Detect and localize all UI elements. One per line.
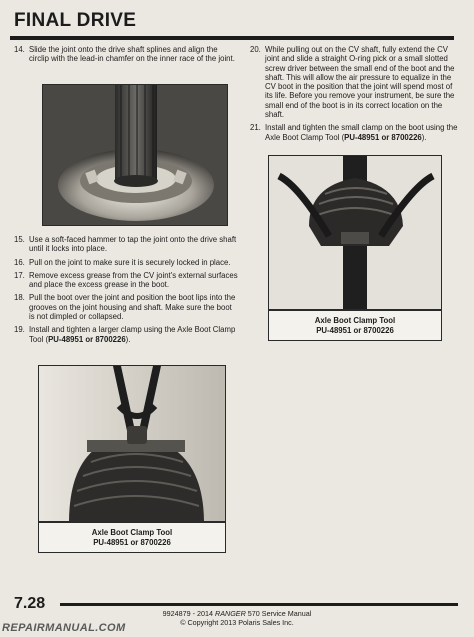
page-number: 7.28 xyxy=(14,595,46,612)
step-text: Pull on the joint to make sure it is securely locked in place. xyxy=(29,257,231,267)
footer-manual-title: 9924879 - 2014 RANGER 570 Service Manual xyxy=(162,609,312,618)
step-19 xyxy=(14,325,238,344)
small-clamp-photo-art xyxy=(269,156,442,310)
step-text: Pull the boot over the joint and position the boot lips into the grooves on the joint housing and shaft. Make sure the boot is not dimpled or collapsed. xyxy=(29,293,236,322)
step-text: Use a soft-faced hammer to tap the joint onto the drive shaft until it locks into place. xyxy=(29,235,237,254)
model-name: RANGER xyxy=(215,609,246,618)
step-text: Install and tighten the small clamp on the boot using the Axle Boot Clamp Tool (PU-48951 or 8700226). xyxy=(265,123,458,142)
step-text: Slide the joint onto the drive shaft splines and align the circlip with the lead-in chamfer on the inner race of the joint. xyxy=(29,45,235,64)
footer-rule xyxy=(60,603,458,606)
step-number: 21. xyxy=(250,123,261,133)
step-17 xyxy=(14,271,238,290)
caption-left xyxy=(38,522,226,553)
step-number: 14. xyxy=(14,45,25,54)
step-text: Remove excess grease from the CV joint's external surfaces and place the excess grease in the boot. xyxy=(29,270,238,290)
watermark: REPAIRMANUAL.COM xyxy=(2,622,126,634)
photo-small-clamp xyxy=(268,155,442,310)
joint-photo-art xyxy=(43,85,228,226)
step-16 xyxy=(14,258,238,267)
right-column xyxy=(250,45,460,146)
step-number: 19. xyxy=(14,325,25,335)
step-number: 15. xyxy=(14,235,25,244)
caption-right xyxy=(268,310,442,341)
step-number: 20. xyxy=(250,45,261,54)
step-text: While pulling out on the CV shaft, fully extend the CV joint and slide a straight O-ring pick or a small slotted screw driver between the small end of the boot and the shaft. This will allow the air pressure to equalize in the CV boot in the position that the joint will spend most of its life. Before you remove your instrument, be sure the small end of the boot is in its correct location on the shaft. xyxy=(265,45,455,120)
left-column xyxy=(14,45,238,68)
caption-part-number: PU-48951 or 8700226 xyxy=(316,326,394,335)
step-20 xyxy=(250,45,460,119)
step-14 xyxy=(14,45,238,64)
header-rule xyxy=(10,36,454,40)
step-21 xyxy=(250,123,460,142)
tool-number: PU-48951 or 8700226 xyxy=(48,334,126,344)
photo-large-clamp xyxy=(38,365,226,522)
step-text: Install and tighten a larger clamp using the Axle Boot Clamp Tool (PU-48951 or 8700226). xyxy=(29,325,236,344)
step-number: 18. xyxy=(14,293,25,303)
left-column-continued xyxy=(14,235,238,348)
step-number: 17. xyxy=(14,270,25,280)
large-clamp-photo-art xyxy=(39,366,226,522)
caption-part-number: PU-48951 or 8700226 xyxy=(93,538,171,547)
page-title: FINAL DRIVE xyxy=(14,10,137,31)
step-18 xyxy=(14,293,238,321)
photo-joint-on-shaft xyxy=(42,84,228,226)
caption-title: Axle Boot Clamp Tool xyxy=(314,316,396,325)
step-15 xyxy=(14,235,238,254)
footer-copyright: © Copyright 2013 Polaris Sales Inc. xyxy=(180,618,294,627)
tool-number: PU-48951 or 8700226 xyxy=(344,132,422,142)
caption-title: Axle Boot Clamp Tool xyxy=(91,528,173,537)
step-number: 16. xyxy=(14,257,25,267)
